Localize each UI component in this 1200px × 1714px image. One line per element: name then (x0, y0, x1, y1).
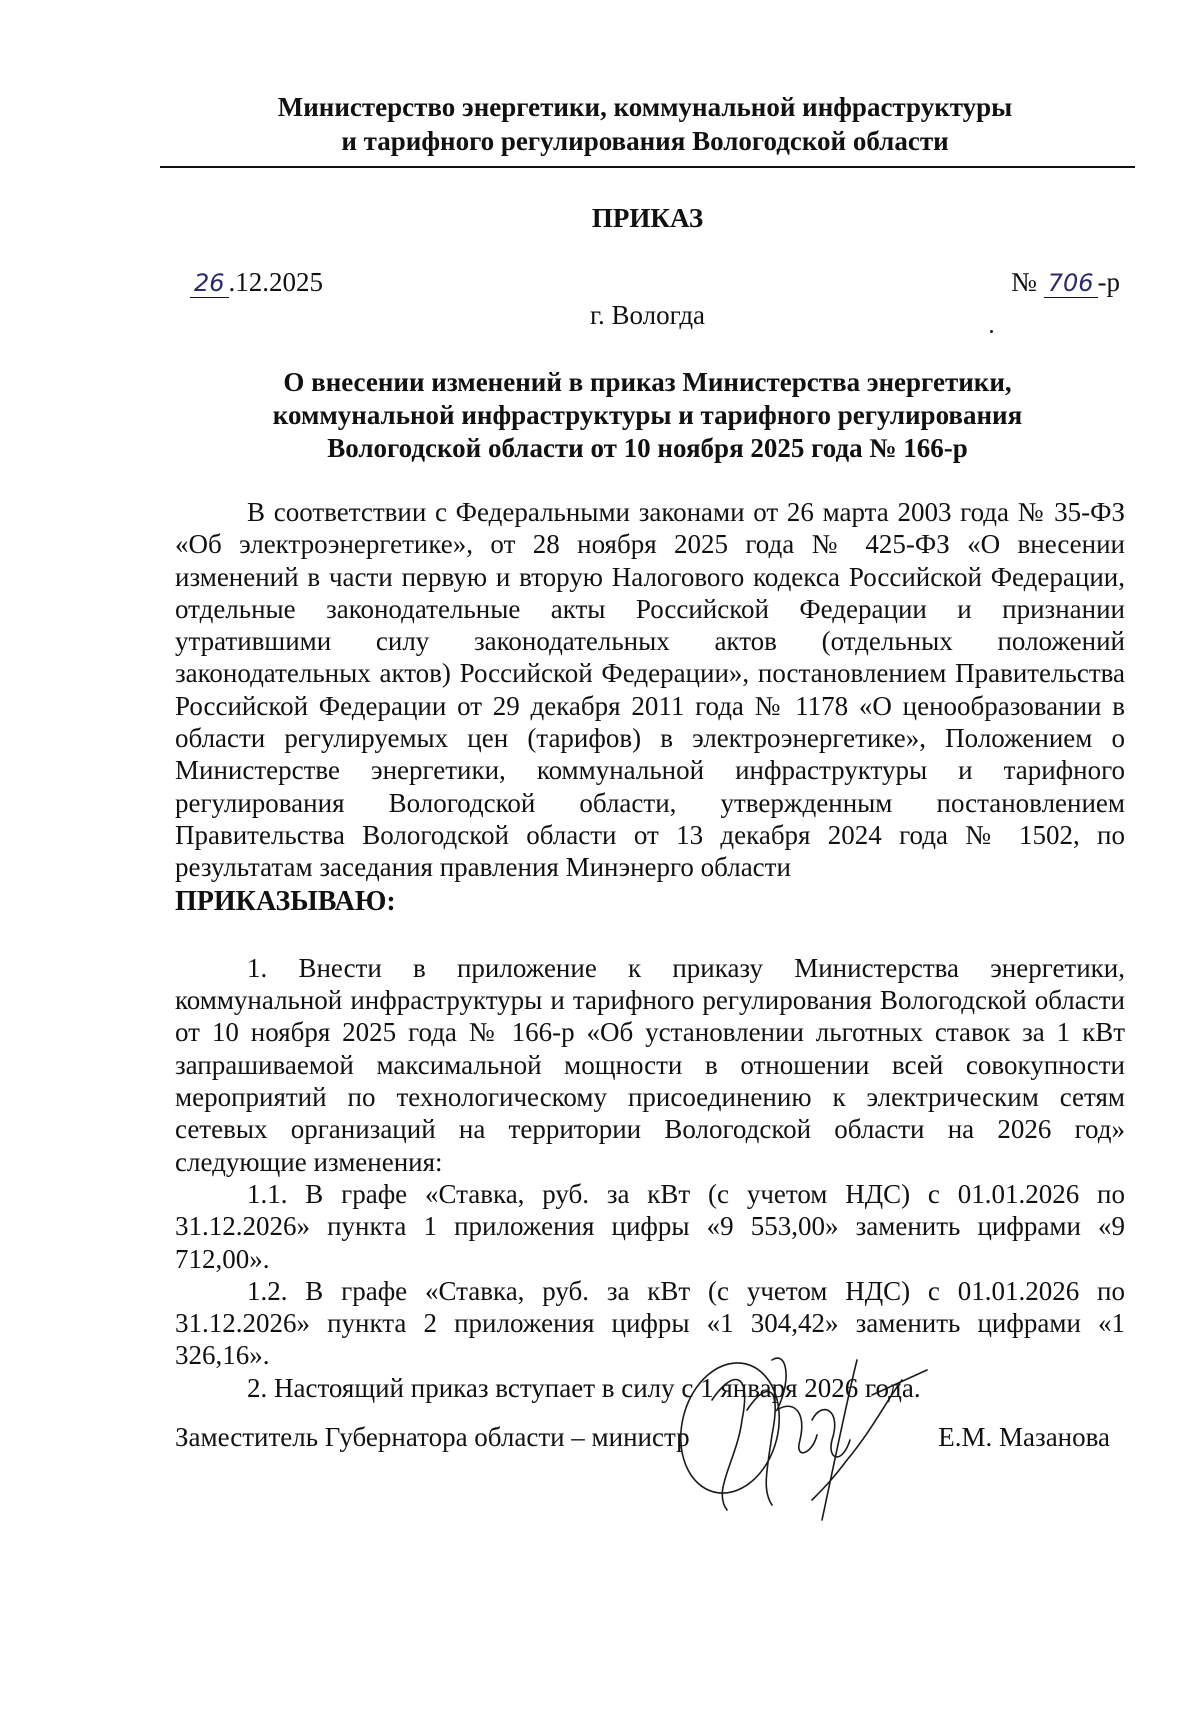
item-1-2: 1.2. В графе «Ставка, руб. за кВт (с учетом НДС) с 01.01.2026 по 31.12.2026» пункта 2 приложения цифры «1 304,42» заменить цифрами «1 326,16». (175, 1275, 1125, 1371)
scan-speck (990, 330, 993, 333)
handwritten-signature (672, 1340, 932, 1530)
signature-stroke-7 (872, 1370, 927, 1395)
header-divider (160, 166, 1135, 168)
ministry-header-line2: и тарифного регулирования Вологодской области (341, 126, 949, 156)
signature-loop (672, 1352, 793, 1503)
handwritten-number: 706 (1044, 269, 1098, 298)
number-suffix: -р (1097, 267, 1120, 297)
ministry-header-line1: Министерство энергетики, коммунальной инфраструктуры (277, 92, 1013, 122)
signature-stroke-3 (772, 1358, 817, 1453)
number-prefix: № (1011, 267, 1044, 297)
subject-line2: коммунальной инфраструктуры и тарифного регулирования (272, 400, 1023, 430)
subject-line1: О внесении изменений в приказ Министерства энергетики, (283, 367, 1012, 397)
signatory-position: Заместитель Губернатора области – министр (175, 1422, 690, 1452)
subject-line3: Вологодской области от 10 ноября 2025 года № 166-р (327, 433, 968, 463)
signature-stroke-1 (712, 1380, 745, 1510)
signatory-name: Е.М. Мазанова (938, 1422, 1110, 1452)
signature-stroke-6 (812, 1380, 902, 1500)
document-city: г. Вологда (589, 300, 706, 330)
handwritten-day: 26 (190, 269, 229, 298)
document-number (1011, 265, 1120, 300)
ministry-header (160, 90, 1130, 158)
date-month-year: .12.2025 (228, 267, 324, 297)
item-2: 2. Настоящий приказ вступает в силу с 1 января 2026 года. (247, 1372, 921, 1403)
item-1: 1. Внести в приложение к приказу Министерства энергетики, коммунальной инфраструктуры и тарифного регулирования Вологодской области от 10 ноября 2025 года № 166-р «Об установлении льготных ставок за 1 кВт запрашиваемой максимальной мощности в отношении всей совокупности мероприятий по технологическому присоединению к электрическим сетям сетевых организаций на территории Вологодской области на 2026 год» следующие изменения: (175, 952, 1125, 1177)
signature-stroke-5 (822, 1360, 857, 1520)
preamble-paragraph: В соответствии с Федеральными законами от 26 марта 2003 года № 35-ФЗ «Об электроэнергетике», от 28 ноября 2025 года № 425-ФЗ «О внесении изменений в части первую и вторую Налогового кодекса Российской Федерации, отдельные законодательные акты Российской Федерации и признании утратившими силу законодательных актов (отдельных положений законодательных актов) Российской Федерации», постановлением Правительства Российской Федерации от 29 декабря 2011 года № 1178 «О ценообразовании в области регулируемых цен (тарифов) в электроэнергетике», Положением о Министерстве энергетики, коммунальной инфраструктуры и тарифного регулирования Вологодской области, утвержденным постановлением Правительства Вологодской области от 13 декабря 2024 года № 1502, по результатам заседания правления Минэнерго области (175, 497, 1125, 883)
date-number-row (190, 265, 1120, 299)
document-subject (160, 366, 1135, 465)
document-body (175, 496, 1125, 1404)
document-title: ПРИКАЗ (591, 203, 704, 233)
signature-stroke-2 (747, 1391, 775, 1505)
order-word: ПРИКАЗЫВАЮ: (175, 885, 396, 917)
item-1-1: 1.1. В графе «Ставка, руб. за кВт (с учетом НДС) с 01.01.2026 по 31.12.2026» пункта 1 приложения цифры «9 553,00» заменить цифрами «9 712,00». (175, 1178, 1125, 1274)
paragraph-gap (175, 918, 1125, 952)
document-date (190, 265, 323, 300)
